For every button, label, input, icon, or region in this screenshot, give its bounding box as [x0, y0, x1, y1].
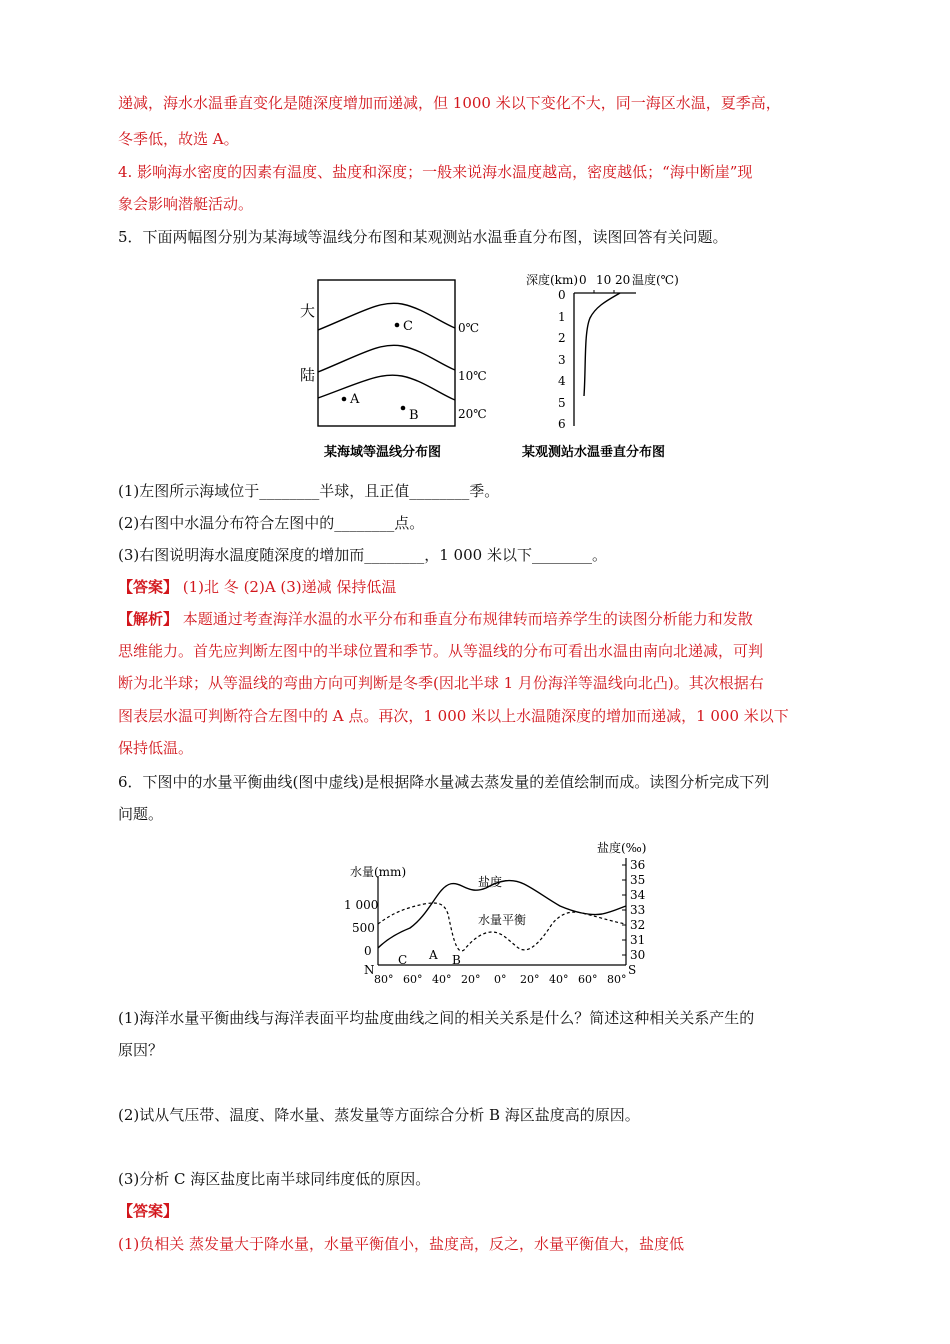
- s-label: S: [628, 963, 637, 977]
- iso-label-20: 20℃: [458, 407, 487, 421]
- temp-tick-20: 20: [615, 273, 631, 287]
- right-tick: 35: [630, 873, 646, 887]
- left-tick: 1 000: [344, 898, 379, 912]
- text-line: 4. 影响海水密度的因素有温度、盐度和深度；一般来说海水温度越高，密度越低；“海中断崖”现: [118, 163, 753, 181]
- question-6-sub3: (3)分析 C 海区盐度比南半球同纬度低的原因。: [118, 1170, 431, 1188]
- label-lu: 陆: [300, 366, 316, 384]
- answer-label: 【答案】: [118, 1202, 179, 1220]
- salinity-label: 盐度: [478, 875, 503, 889]
- depth-tick: 6: [558, 417, 566, 431]
- x-tick: 60°: [403, 973, 423, 986]
- question-5-title: 5．下面两幅图分别为某海域等温线分布图和某观测站水温垂直分布图，读图回答有关问题。: [118, 228, 728, 246]
- x-tick: 0°: [494, 973, 507, 986]
- right-tick: 34: [630, 888, 646, 902]
- depth-tick: 3: [558, 353, 566, 367]
- balance-label: 水量平衡: [478, 913, 527, 927]
- point-a-label: A: [350, 392, 360, 407]
- point-c-label: C: [403, 319, 413, 334]
- isotherm-0: [318, 303, 455, 330]
- right-tick: 31: [630, 933, 646, 947]
- x-tick: 20°: [520, 973, 540, 986]
- question-5-sub3: (3)右图说明海水温度随深度的增加而________，1 000 米以下________。: [118, 546, 607, 564]
- right-axis-label: 盐度(‰): [597, 841, 647, 855]
- left-tick: 0: [364, 944, 372, 958]
- point-b-label: B: [409, 408, 419, 423]
- text-line: 图表层水温可判断符合左图中的 A 点。再次，1 000 米以上水温随深度的增加而递减，1 000 米以下: [118, 707, 789, 725]
- text-line: 原因？: [118, 1041, 164, 1059]
- temp-axis-label: 温度(℃): [632, 273, 679, 287]
- question-5-sub1: (1)左图所示海域位于________半球，且正值________季。: [118, 482, 500, 500]
- analysis-label: 【解析】: [118, 610, 179, 628]
- x-tick: 40°: [549, 973, 569, 986]
- x-tick: 40°: [432, 973, 452, 986]
- label-da: 大: [300, 302, 316, 320]
- region-a-label: A: [429, 948, 438, 962]
- text-line: 冬季低，故选 A。: [118, 130, 239, 148]
- water-balance-salinity-figure: [340, 836, 670, 988]
- text-line: 问题。: [118, 805, 164, 823]
- figure-caption: 某观测站水温垂直分布图: [522, 445, 666, 460]
- iso-label-0: 0℃: [458, 321, 480, 335]
- x-tick: 80°: [374, 973, 394, 986]
- depth-tick: 0: [558, 288, 566, 302]
- isotherm-map-figure: [292, 272, 492, 467]
- region-b-label: B: [452, 953, 461, 967]
- right-tick: 32: [630, 918, 646, 932]
- answer-text: (1)北 冬 (2)A (3)递减 保持低温: [178, 578, 397, 596]
- point-c-dot: [395, 323, 400, 328]
- temp-tick-10: 10: [596, 273, 612, 287]
- answer-line: [118, 576, 396, 598]
- text-line: 象会影响潜艇活动。: [118, 195, 254, 213]
- question-6-sub2: (2)试从气压带、温度、降水量、蒸发量等方面综合分析 B 海区盐度高的原因。: [118, 1106, 640, 1124]
- vertical-temperature-figure: [516, 266, 696, 466]
- x-tick: 60°: [578, 973, 598, 986]
- text-line: 递减，海水水温垂直变化是随深度增加而递减，但 1000 米以下变化不大，同一海区水温，夏季高，: [118, 94, 781, 112]
- analysis-line: [118, 608, 753, 630]
- n-label: N: [364, 963, 375, 977]
- isotherm-20: [318, 375, 455, 400]
- depth-axis-label: 深度(km): [526, 273, 579, 287]
- map-frame: [318, 280, 455, 426]
- left-axis-label: 水量(mm): [350, 865, 407, 879]
- answer-text: (1)负相关 蒸发量大于降水量，水量平衡值小，盐度高，反之，水量平衡值大，盐度低: [118, 1235, 685, 1253]
- depth-tick: 1: [558, 310, 566, 324]
- isotherm-10: [318, 345, 455, 372]
- depth-tick: 5: [558, 396, 566, 410]
- region-c-label: C: [398, 953, 408, 967]
- left-tick: 500: [352, 921, 375, 935]
- question-6-title: 6．下图中的水量平衡曲线(图中虚线)是根据降水量减去蒸发量的差值绘制而成。读图分析完成下列: [118, 773, 770, 791]
- text-line: 保持低温。: [118, 739, 194, 757]
- figure-caption: 某海域等温线分布图: [324, 445, 442, 460]
- text-line: 思维能力。首先应判断左图中的半球位置和季节。从等温线的分布可看出水温由南向北递减，可判: [118, 642, 764, 660]
- iso-label-10: 10℃: [458, 369, 487, 383]
- temperature-curve: [584, 293, 620, 396]
- temp-tick-0: 0: [579, 273, 587, 287]
- right-tick: 30: [630, 948, 646, 962]
- answer-label: 【答案】: [118, 578, 179, 596]
- text-line: 断为北半球；从等温线的弯曲方向可判断是冬季(因北半球 1 月份海洋等温线向北凸)。其次根据右: [118, 674, 764, 692]
- right-tick: 36: [630, 858, 646, 872]
- right-tick: 33: [630, 903, 646, 917]
- depth-tick: 2: [558, 331, 566, 345]
- question-6-sub1: (1)海洋水量平衡曲线与海洋表面平均盐度曲线之间的相关关系是什么？简述这种相关关系产生的: [118, 1009, 755, 1027]
- depth-tick: 4: [558, 374, 566, 388]
- question-5-sub2: (2)右图中水温分布符合左图中的________点。: [118, 514, 425, 532]
- point-b-dot: [401, 406, 406, 411]
- x-tick: 80°: [607, 973, 627, 986]
- analysis-text: 本题通过考查海洋水温的水平分布和垂直分布规律转而培养学生的读图分析能力和发散: [178, 610, 753, 628]
- x-tick: 20°: [461, 973, 481, 986]
- point-a-dot: [342, 397, 347, 402]
